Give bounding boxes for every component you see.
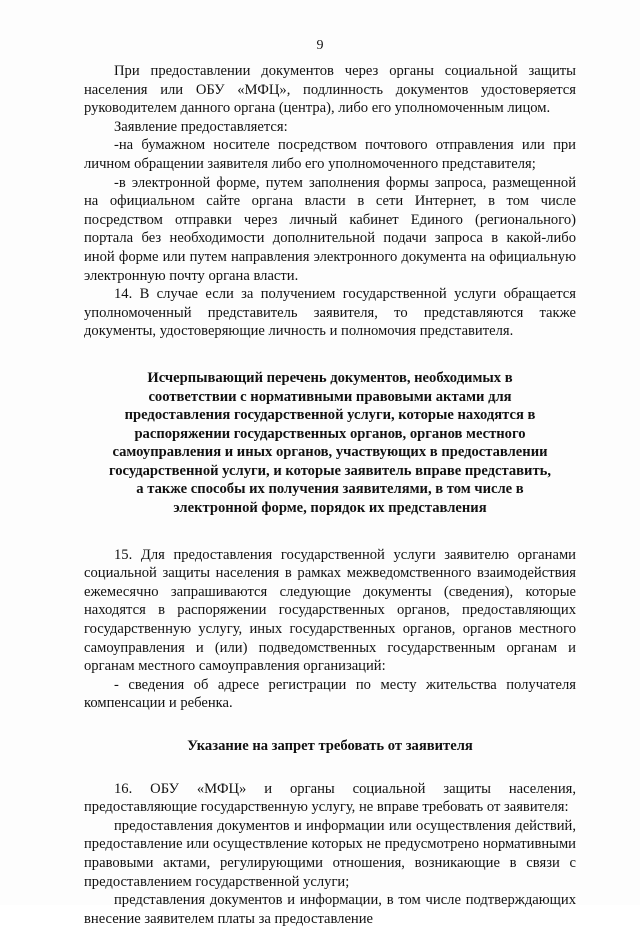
section-heading-documents-list: Исчерпывающий перечень документов, необходимых в соответствии с нормативными правовыми актами для предоставления государственной услуги, которые находятся в распоряжении государственных органов, органов местного самоуправления и иных органов, участвующих в предоставлении государственной услуги, и которые заявитель вправе представить, а также способы их получения заявителями, в том числе в электронной форме, порядок их представления xyxy=(108,369,552,517)
paragraph-clause-16: 16. ОБУ «МФЦ» и органы социальной защиты населения, предоставляющие государственную услугу, не вправе требовать от заявителя: xyxy=(84,780,576,816)
page-number: 9 xyxy=(316,38,324,53)
paragraph-not-required-actions: предоставления документов и информации или осуществления действий, предоставление или осуществление которых не предусмотрено нормативными правовыми актами, регулирующими отношения, возникающие в связи с предоставлением государственной услуги; xyxy=(84,817,576,890)
paragraph-clause-15: 15. Для предоставления государственной услуги заявителю органами социальной защиты населения в рамках межведомственного взаимодействия ежемесячно запрашиваются следующие документы (сведения), которые находятся в распоряжении государственных органов, предоставляющих государственную услугу, иных государственных органов, органов местного самоуправления и (или) подведомственных государственным органам и органам местного самоуправления организаций: xyxy=(84,546,576,675)
section-heading-prohibition: Указание на запрет требовать от заявителя xyxy=(187,738,473,754)
paragraph-paper-submission: -на бумажном носителе посредством почтового отправления или при личном обращении заявителя либо его уполномоченного представителя; xyxy=(84,137,576,172)
paragraph-clause-14: 14. В случае если за получением государственной услуги обращается уполномоченный представитель заявителя, то представляются также документы, удостоверяющие личность и полномочия представителя. xyxy=(84,286,576,340)
paragraph-application-submitted: Заявление предоставляется: xyxy=(114,118,288,135)
paragraph-registration-info: - сведения об адресе регистрации по месту жительства получателя компенсации и ребенка. xyxy=(84,676,576,712)
document-body xyxy=(84,62,576,928)
paragraph-documents-certification: При предоставлении документов через органы социальной защиты населения или ОБУ «МФЦ», подлинность документов удостоверяется руководителем данного органа (центра), либо его уполномоченным лицом. xyxy=(84,63,576,117)
paragraph-payment-documents: представления документов и информации, в том числе подтверждающих внесение заявителем платы за предоставление xyxy=(84,892,576,927)
paragraph-electronic-submission: -в электронной форме, путем заполнения формы запроса, размещенной на официальном сайте органа власти в сети Интернет, в том числе посредством отправки через личный кабинет Единого (регионального) портала без необходимости дополнительной подачи запроса в какой-либо иной форме или путем направления электронного документа на официальную электронную почту органа власти. xyxy=(84,174,576,284)
